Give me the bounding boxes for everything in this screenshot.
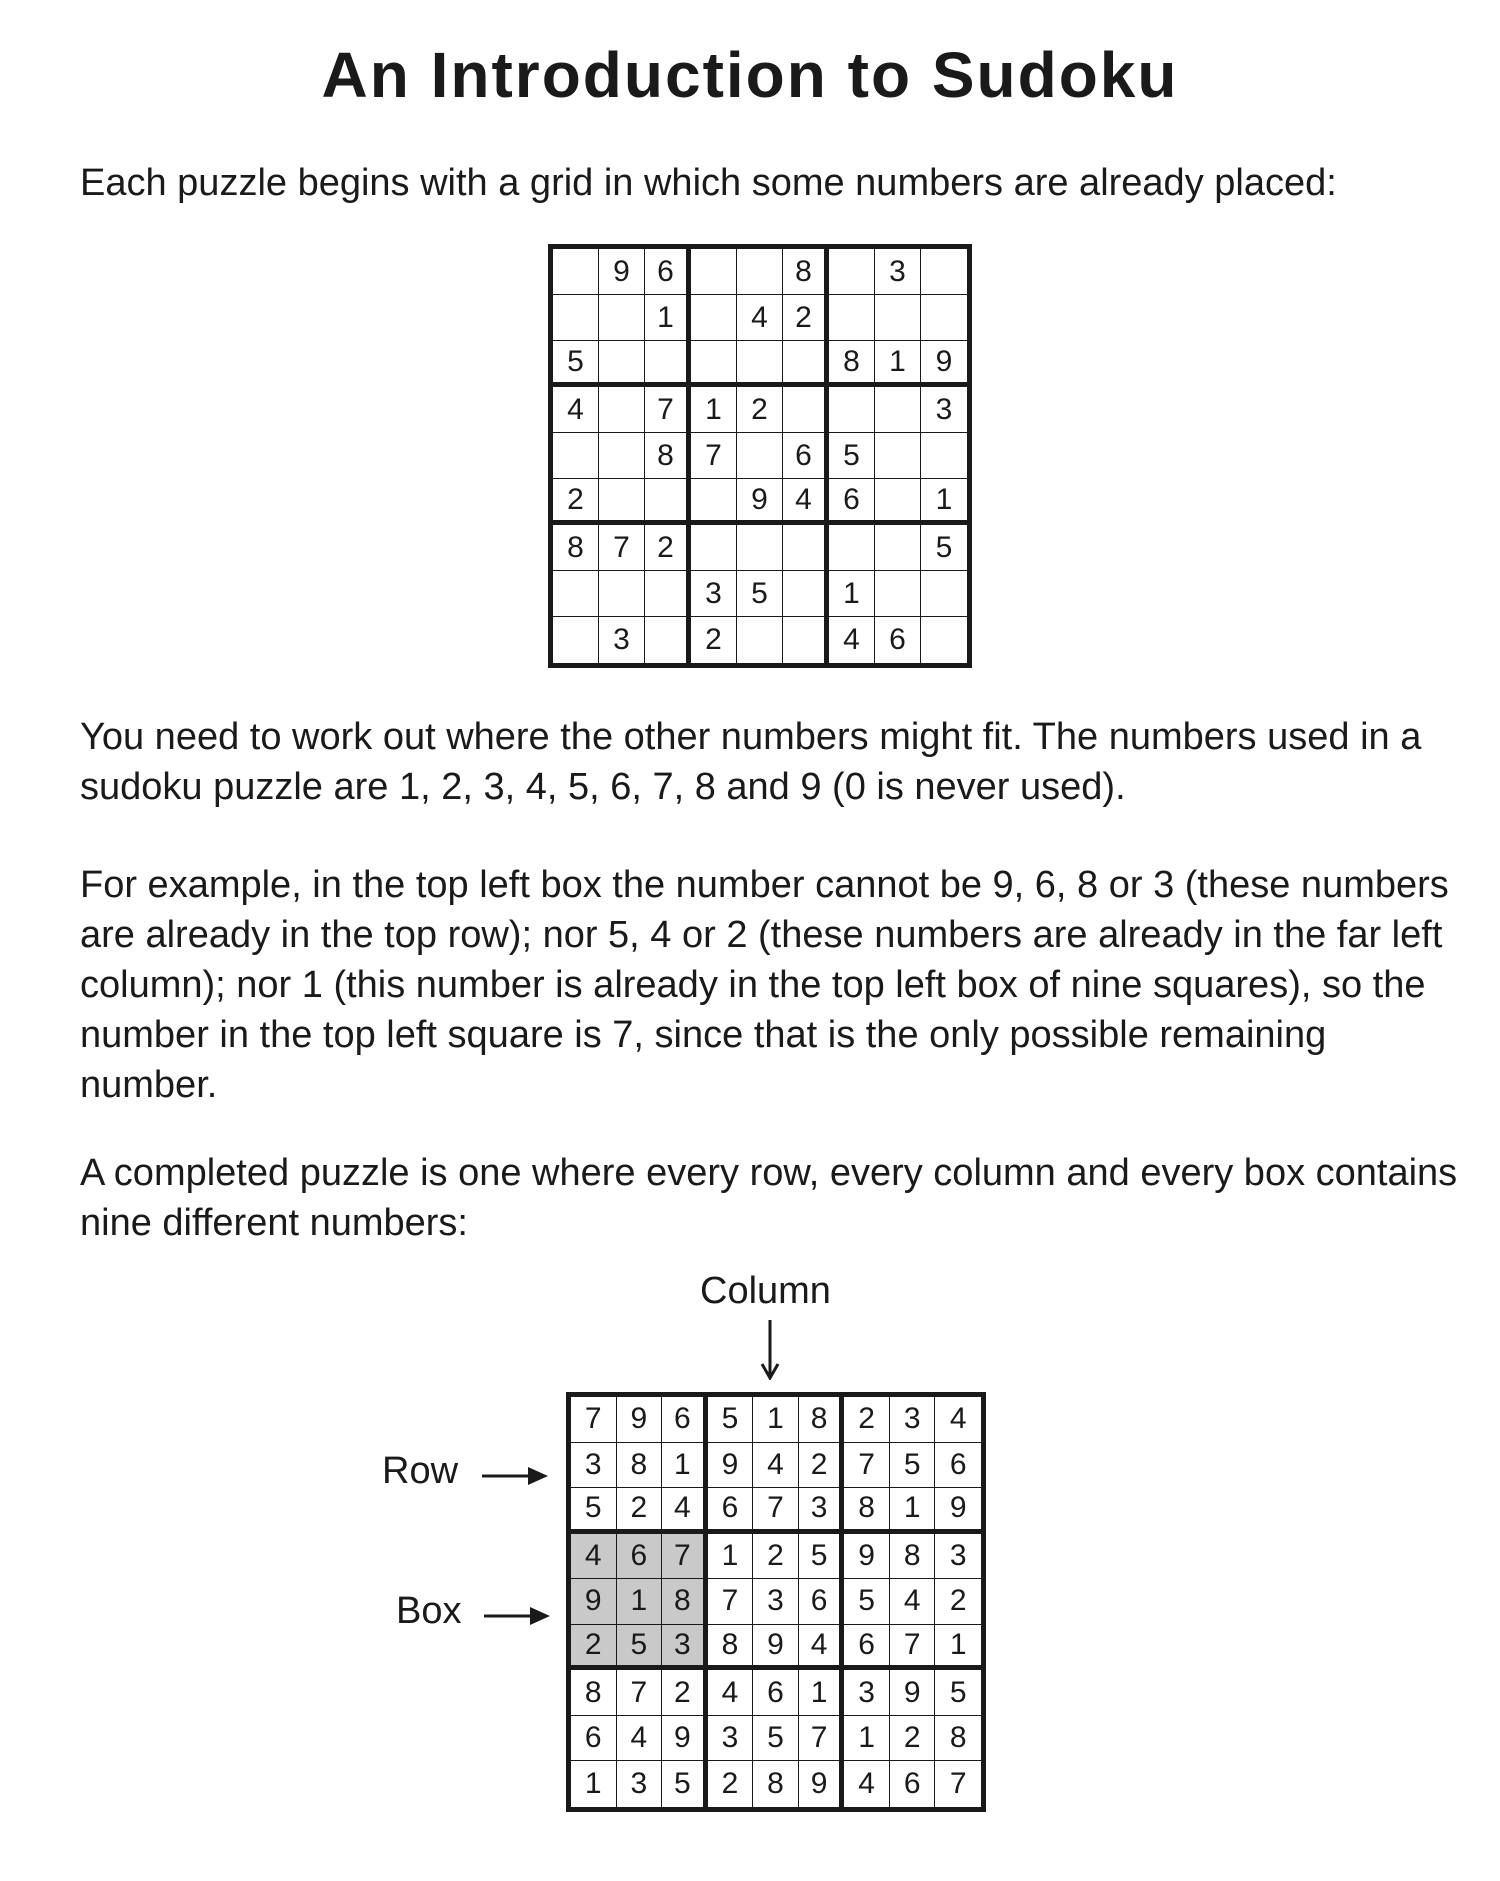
sudoku-cell: 8 (553, 525, 599, 571)
sudoku-cell: 4 (737, 295, 783, 341)
sudoku-cell: 2 (645, 525, 691, 571)
sudoku-cell (737, 341, 783, 387)
sudoku-cell: 8 (708, 1625, 754, 1671)
sudoku-cell: 1 (708, 1534, 754, 1580)
sudoku-cell (599, 295, 645, 341)
sudoku-cell: 9 (844, 1534, 890, 1580)
sudoku-cell: 3 (662, 1625, 708, 1671)
sudoku-cell: 7 (753, 1488, 799, 1534)
solution-grid (566, 1392, 986, 1812)
sudoku-cell: 2 (753, 1534, 799, 1580)
sudoku-cell (599, 571, 645, 617)
sudoku-cell: 3 (844, 1670, 890, 1716)
sudoku-cell: 5 (935, 1670, 981, 1716)
sudoku-cell: 6 (935, 1443, 981, 1489)
sudoku-cell: 3 (753, 1579, 799, 1625)
sudoku-cell: 8 (662, 1579, 708, 1625)
sudoku-cell: 4 (571, 1534, 617, 1580)
sudoku-cell: 5 (737, 571, 783, 617)
sudoku-cell: 3 (599, 617, 645, 663)
sudoku-cell: 1 (645, 295, 691, 341)
sudoku-cell: 3 (571, 1443, 617, 1489)
sudoku-cell: 5 (553, 341, 599, 387)
sudoku-cell: 4 (844, 1761, 890, 1807)
sudoku-cell: 1 (875, 341, 921, 387)
sudoku-cell: 4 (553, 387, 599, 433)
sudoku-cell: 1 (662, 1443, 708, 1489)
puzzle-grid (548, 244, 972, 668)
sudoku-cell (875, 387, 921, 433)
sudoku-cell: 4 (617, 1716, 663, 1762)
sudoku-cell: 7 (645, 387, 691, 433)
sudoku-cell (921, 249, 967, 295)
sudoku-cell (829, 525, 875, 571)
sudoku-cell: 6 (708, 1488, 754, 1534)
sudoku-cell: 4 (799, 1625, 845, 1671)
sudoku-cell (553, 249, 599, 295)
sudoku-cell: 2 (708, 1761, 754, 1807)
sudoku-cell: 2 (662, 1670, 708, 1716)
sudoku-cell: 8 (935, 1716, 981, 1762)
sudoku-cell: 6 (875, 617, 921, 663)
sudoku-cell (691, 479, 737, 525)
sudoku-cell (553, 571, 599, 617)
sudoku-cell (599, 387, 645, 433)
sudoku-cell: 3 (691, 571, 737, 617)
sudoku-cell: 7 (617, 1670, 663, 1716)
sudoku-cell: 6 (645, 249, 691, 295)
sudoku-cell: 9 (708, 1443, 754, 1489)
sudoku-cell: 1 (890, 1488, 936, 1534)
row-label: Row (382, 1450, 459, 1492)
sudoku-cell: 2 (571, 1625, 617, 1671)
sudoku-cell: 6 (617, 1534, 663, 1580)
sudoku-cell: 2 (783, 295, 829, 341)
sudoku-cell (691, 341, 737, 387)
sudoku-cell (921, 617, 967, 663)
sudoku-cell: 9 (935, 1488, 981, 1534)
sudoku-cell: 7 (949, 1767, 967, 1801)
sudoku-cell: 4 (783, 479, 829, 525)
sudoku-cell (829, 249, 875, 295)
sudoku-cell: 1 (691, 387, 737, 433)
sudoku-cell (921, 571, 967, 617)
sudoku-cell: 4 (890, 1579, 936, 1625)
sudoku-cell: 3 (935, 1534, 981, 1580)
sudoku-cell: 5 (753, 1716, 799, 1762)
sudoku-cell: 5 (829, 433, 875, 479)
sudoku-cell: 6 (829, 479, 875, 525)
sudoku-cell (553, 617, 599, 663)
sudoku-cell (875, 479, 921, 525)
sudoku-cell (599, 341, 645, 387)
sudoku-cell: 9 (890, 1670, 936, 1716)
sudoku-cell: 6 (890, 1761, 936, 1807)
sudoku-cell (783, 387, 829, 433)
sudoku-cell: 8 (617, 1443, 663, 1489)
sudoku-cell: 9 (799, 1761, 845, 1807)
sudoku-cell (553, 433, 599, 479)
completed-paragraph: A completed puzzle is one where every row, every column and every box contains nine different numbers: (80, 1152, 1458, 1244)
sudoku-cell: 8 (799, 1397, 845, 1443)
sudoku-cell (783, 571, 829, 617)
sudoku-cell (783, 525, 829, 571)
sudoku-cell (645, 341, 691, 387)
sudoku-cell: 5 (708, 1397, 754, 1443)
arrow-right-icon (482, 1464, 548, 1488)
sudoku-cell (875, 525, 921, 571)
sudoku-cell: 5 (799, 1534, 845, 1580)
sudoku-cell: 1 (829, 571, 875, 617)
sudoku-cell: 2 (844, 1397, 890, 1443)
sudoku-cell (553, 295, 599, 341)
sudoku-cell: 3 (921, 387, 967, 433)
intro-paragraph: Each puzzle begins with a grid in which some numbers are already placed: (80, 162, 1337, 204)
sudoku-cell (737, 433, 783, 479)
sudoku-cell (737, 525, 783, 571)
sudoku-cell (875, 571, 921, 617)
explanation-paragraph: You need to work out where the other numbers might fit. The numbers used in a sudoku puzzle are 1, 2, 3, 4, 5, 6, 7, 8 and 9 (0 is never used). (80, 716, 1422, 808)
sudoku-cell: 3 (708, 1716, 754, 1762)
box-label: Box (396, 1590, 462, 1632)
sudoku-cell: 7 (662, 1534, 708, 1580)
sudoku-cell (691, 525, 737, 571)
sudoku-cell: 7 (844, 1443, 890, 1489)
sudoku-cell: 9 (737, 479, 783, 525)
sudoku-cell (645, 479, 691, 525)
sudoku-cell: 3 (875, 249, 921, 295)
sudoku-cell: 9 (662, 1716, 708, 1762)
sudoku-cell: 5 (921, 525, 967, 571)
sudoku-cell (921, 433, 967, 479)
sudoku-cell: 9 (617, 1397, 663, 1443)
sudoku-cell: 5 (571, 1488, 617, 1534)
sudoku-cell: 6 (753, 1670, 799, 1716)
sudoku-cell: 2 (799, 1443, 845, 1489)
sudoku-cell: 5 (890, 1443, 936, 1489)
sudoku-cell: 1 (921, 479, 967, 525)
sudoku-cell: 7 (799, 1716, 845, 1762)
sudoku-cell: 9 (571, 1579, 617, 1625)
sudoku-cell: 5 (617, 1625, 663, 1671)
sudoku-cell: 4 (935, 1397, 981, 1443)
sudoku-cell: 6 (844, 1625, 890, 1671)
sudoku-cell: 7 (691, 433, 737, 479)
sudoku-cell: 8 (844, 1488, 890, 1534)
sudoku-cell (691, 249, 737, 295)
sudoku-cell (829, 295, 875, 341)
sudoku-cell (737, 617, 783, 663)
page-title: An Introduction to Sudoku (321, 39, 1179, 111)
sudoku-cell: 1 (617, 1579, 663, 1625)
sudoku-cell: 1 (844, 1716, 890, 1762)
sudoku-cell (921, 295, 967, 341)
sudoku-cell: 2 (617, 1488, 663, 1534)
sudoku-cell (645, 617, 691, 663)
sudoku-cell: 9 (921, 341, 967, 387)
sudoku-cell: 6 (662, 1397, 708, 1443)
sudoku-cell: 7 (708, 1579, 754, 1625)
sudoku-cell (599, 433, 645, 479)
sudoku-cell: 3 (890, 1397, 936, 1443)
sudoku-cell: 9 (599, 249, 645, 295)
example-paragraph: For example, in the top left box the number cannot be 9, 6, 8 or 3 (these numbers are already in the top row); nor 5, 4 or 2 (these numbers are already in the far left column); nor 1 (this number is already in the top left box of nine squares), so the number in the top left square is 7, since that is the only possible remaining number. (80, 864, 1449, 1106)
sudoku-cell: 4 (708, 1670, 754, 1716)
sudoku-cell (599, 479, 645, 525)
sudoku-cell: 2 (890, 1716, 936, 1762)
sudoku-cell: 1 (799, 1670, 845, 1716)
sudoku-cell: 7 (571, 1397, 617, 1443)
sudoku-cell: 7 (599, 525, 645, 571)
sudoku-cell: 2 (691, 617, 737, 663)
column-label: Column (700, 1270, 831, 1312)
sudoku-cell (875, 295, 921, 341)
sudoku-cell: 1 (753, 1397, 799, 1443)
sudoku-cell (783, 617, 829, 663)
sudoku-cell (875, 433, 921, 479)
sudoku-cell: 3 (799, 1488, 845, 1534)
sudoku-cell: 8 (829, 341, 875, 387)
sudoku-cell: 3 (617, 1761, 663, 1807)
sudoku-cell: 2 (737, 387, 783, 433)
sudoku-cell: 1 (571, 1761, 617, 1807)
sudoku-cell: 8 (753, 1761, 799, 1807)
sudoku-cell: 2 (935, 1579, 981, 1625)
sudoku-cell: 6 (571, 1716, 617, 1762)
sudoku-cell: 5 (844, 1579, 890, 1625)
sudoku-cell: 4 (829, 617, 875, 663)
sudoku-cell: 6 (783, 433, 829, 479)
sudoku-cell (783, 341, 829, 387)
arrow-down-icon (760, 1320, 780, 1380)
sudoku-cell: 9 (753, 1625, 799, 1671)
sudoku-cell: 1 (935, 1625, 981, 1671)
sudoku-cell: 6 (799, 1579, 845, 1625)
sudoku-cell: 8 (783, 249, 829, 295)
sudoku-cell: 4 (753, 1443, 799, 1489)
sudoku-cell: 8 (571, 1670, 617, 1716)
arrow-right-icon (484, 1604, 550, 1628)
sudoku-cell: 8 (890, 1534, 936, 1580)
sudoku-cell (691, 295, 737, 341)
sudoku-cell: 8 (645, 433, 691, 479)
sudoku-cell (645, 571, 691, 617)
sudoku-cell: 4 (662, 1488, 708, 1534)
sudoku-cell (829, 387, 875, 433)
sudoku-cell: 5 (662, 1761, 708, 1807)
sudoku-cell: 2 (553, 479, 599, 525)
sudoku-cell (737, 249, 783, 295)
sudoku-cell: 7 (890, 1625, 936, 1671)
